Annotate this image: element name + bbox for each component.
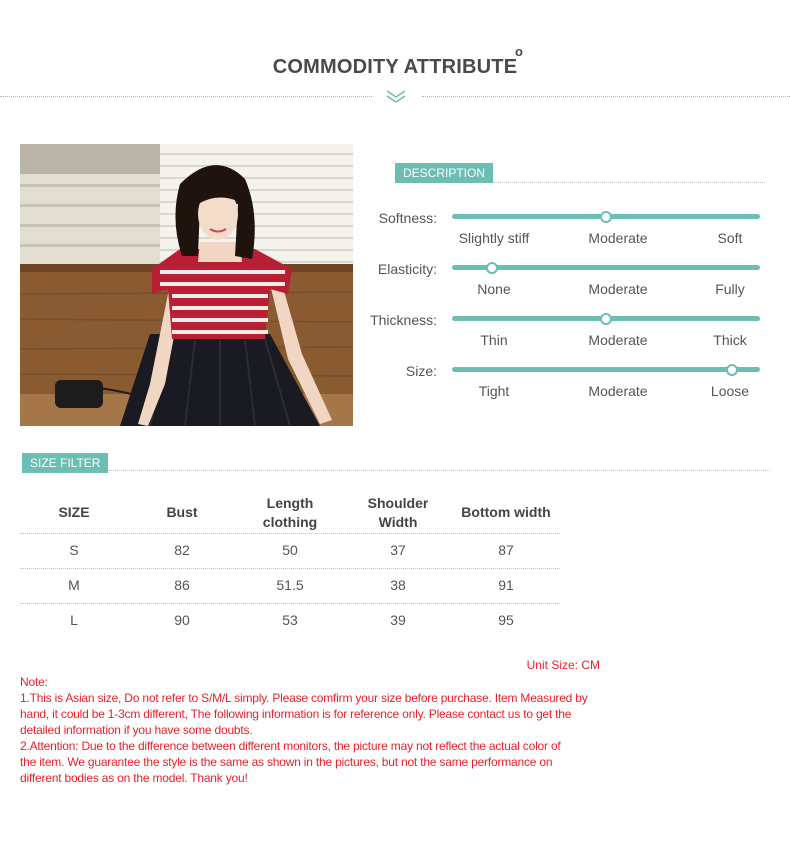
size-table-cell: 90 <box>174 612 190 628</box>
description-tag: DESCRIPTION <box>395 163 493 183</box>
description-divider <box>493 182 765 183</box>
size-table-cell: 37 <box>390 542 406 558</box>
size-table-cell: 51.5 <box>276 577 304 593</box>
size-filter-divider <box>108 470 770 471</box>
size-filter-tag: SIZE FILTER <box>22 453 108 473</box>
attribute-scale-marker <box>600 211 612 223</box>
attribute-scale-marker <box>726 364 738 376</box>
notes-block <box>20 674 610 786</box>
size-table-cell: 38 <box>390 577 406 593</box>
note-line: 1.This is Asian size, Do not refer to S/M/L simply. Please comfirm your size before purchase. Item Measured by <box>20 691 588 705</box>
attribute-label: Size: <box>405 363 437 379</box>
note-line: hand, it could be 1-3cm different, The following information is for reference only. Please contact us to get the <box>20 707 572 721</box>
header-divider-left <box>0 96 372 97</box>
note-line: different bodies as on the model. Thank you! <box>20 771 248 785</box>
size-table-header-text: Bust <box>166 504 198 520</box>
size-table-header <box>19 503 129 522</box>
attribute-scale-bar <box>452 367 760 372</box>
size-table-header-text: SIZE <box>58 504 90 520</box>
attribute-scale-marker <box>600 313 612 325</box>
size-table-header <box>235 494 345 532</box>
attribute-level-label: Soft <box>717 230 743 246</box>
size-table-cell: 95 <box>498 612 514 628</box>
size-table-size-cell: S <box>69 542 79 558</box>
double-chevron-down-icon <box>383 88 409 104</box>
note-line: 2.Attention: Due to the difference between different monitors, the picture may not reflect the actual color of <box>20 739 561 753</box>
size-table-cell: 39 <box>390 612 406 628</box>
attribute-level-label: Slightly stiff <box>458 230 530 246</box>
attribute-level-label: Moderate <box>588 281 648 297</box>
size-table-header-text: Shoulder <box>367 495 429 511</box>
attribute-level-label: Thick <box>713 332 747 348</box>
size-table-cell: 91 <box>498 577 514 593</box>
attribute-level-label: Fully <box>715 281 745 297</box>
header-divider-right <box>422 96 790 97</box>
unit-size: Unit Size: CM <box>526 658 600 672</box>
size-table-cell: 82 <box>174 542 190 558</box>
size-table-header-text: Length <box>266 495 314 511</box>
attribute-scale-marker <box>486 262 498 274</box>
size-table-header-text: Bottom width <box>461 504 551 520</box>
note-line: the item. We guarantee the style is the same as shown in the pictures, but not the same performance on <box>20 755 553 769</box>
attribute-scale-bar <box>452 265 760 270</box>
attribute-level-label: Tight <box>478 383 510 399</box>
note-line: detailed information if you have some doubts. <box>20 723 253 737</box>
size-table-row-divider <box>20 533 560 534</box>
size-table-size-cell: M <box>68 577 80 593</box>
size-table-size-cell: L <box>70 612 78 628</box>
size-table-header-text: Width <box>378 514 418 530</box>
size-table-header-text: clothing <box>262 514 318 530</box>
size-table-cell: 87 <box>498 542 514 558</box>
attribute-level-label: Moderate <box>588 332 648 348</box>
size-table-header <box>451 503 561 522</box>
attribute-label: Elasticity: <box>377 261 437 277</box>
attribute-level-label: Thin <box>480 332 508 348</box>
size-table-cell: 50 <box>282 542 298 558</box>
attribute-level-label: Moderate <box>588 230 648 246</box>
attribute-label: Softness: <box>378 210 437 226</box>
section-title: COMMODITY ATTRIBUTE <box>272 56 518 78</box>
attribute-level-label: Moderate <box>588 383 648 399</box>
size-table-row-divider <box>20 603 560 604</box>
degree-mark: o <box>515 44 523 59</box>
attribute-label: Thickness: <box>370 312 437 328</box>
size-table-cell: 86 <box>174 577 190 593</box>
product-photo <box>20 144 353 426</box>
attribute-level-label: None <box>477 281 511 297</box>
size-table-row-divider <box>20 568 560 569</box>
note-heading: Note: <box>20 675 48 689</box>
size-table-header <box>343 494 453 532</box>
size-table-header <box>127 503 237 522</box>
size-table-cell: 53 <box>282 612 298 628</box>
attribute-level-label: Loose <box>710 383 750 399</box>
